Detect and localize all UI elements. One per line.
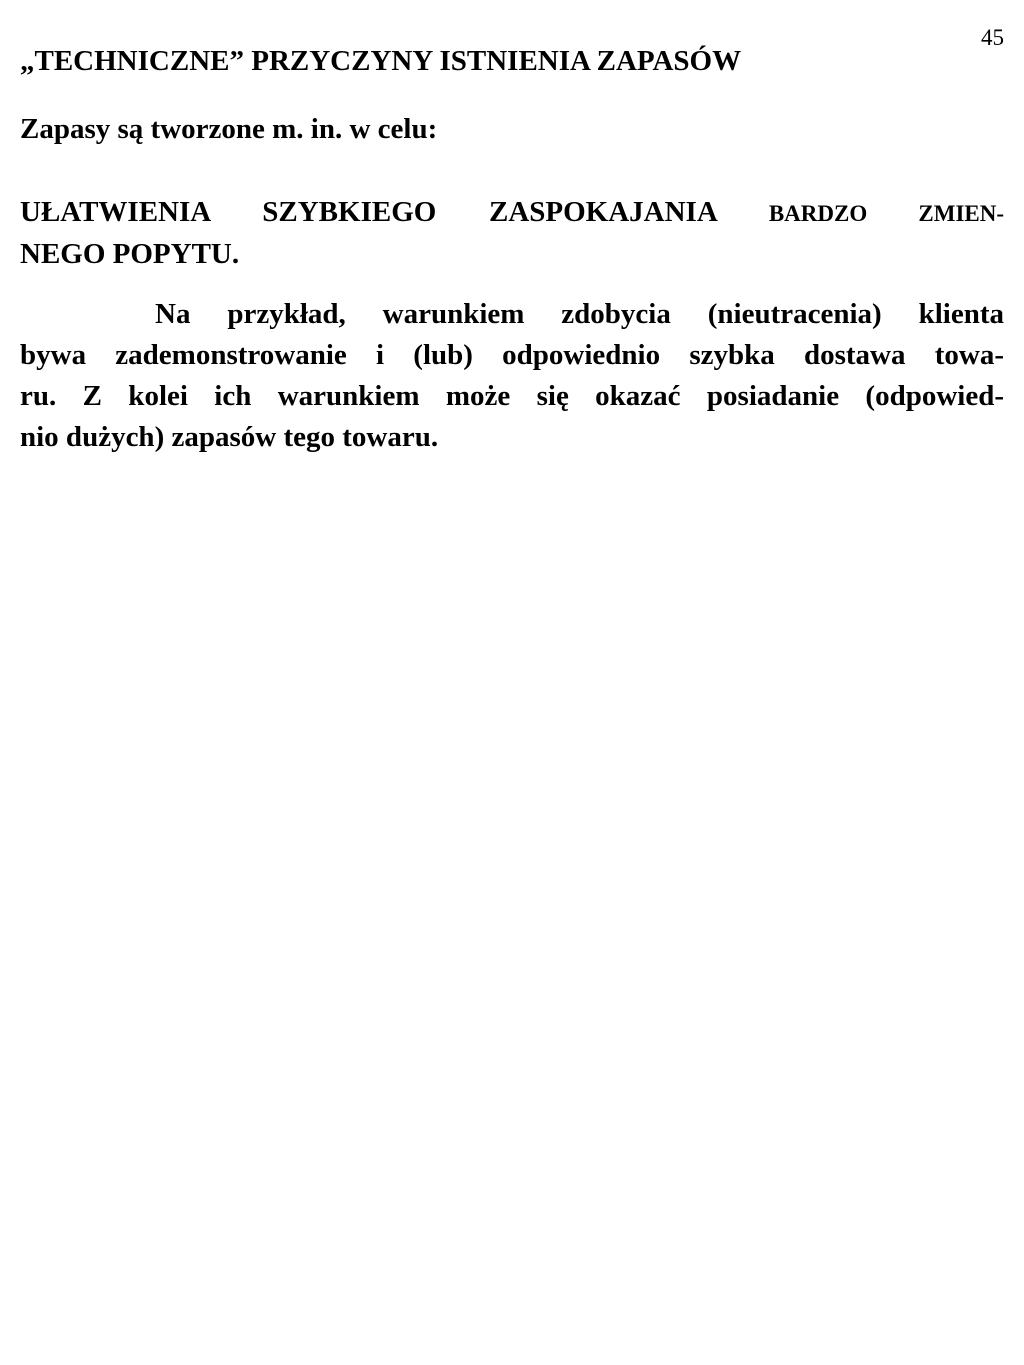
intro-text: Zapasy są tworzone m. in. w celu: — [20, 113, 438, 145]
page-number: 45 — [981, 25, 1004, 50]
purpose-line-2: NEGO POPYTU. — [20, 238, 240, 270]
example-line: nio dużych) zapasów tego towaru. — [20, 421, 439, 453]
purpose-heading — [20, 192, 1004, 274]
example-line: bywa zademonstrowanie i (lub) odpowiednio szybka dostawa towa- — [20, 339, 1004, 371]
purpose-part-1: UŁATWIENIA SZYBKIEGO ZASPOKAJANIA — [20, 196, 717, 228]
page-title: „TECHNICZNE” PRZYCZYNY ISTNIENIA ZAPASÓW — [20, 45, 742, 77]
example-line: ru. Z kolei ich warunkiem może się okazać posiadanie (odpowied- — [20, 380, 1004, 412]
example-line: Na przykład, warunkiem zdobycia (nieutracenia) klienta — [155, 298, 1004, 330]
example-paragraph — [20, 294, 1004, 458]
purpose-line-1 — [20, 192, 1004, 234]
purpose-part-2: BARDZO ZMIEN- — [768, 201, 1005, 226]
